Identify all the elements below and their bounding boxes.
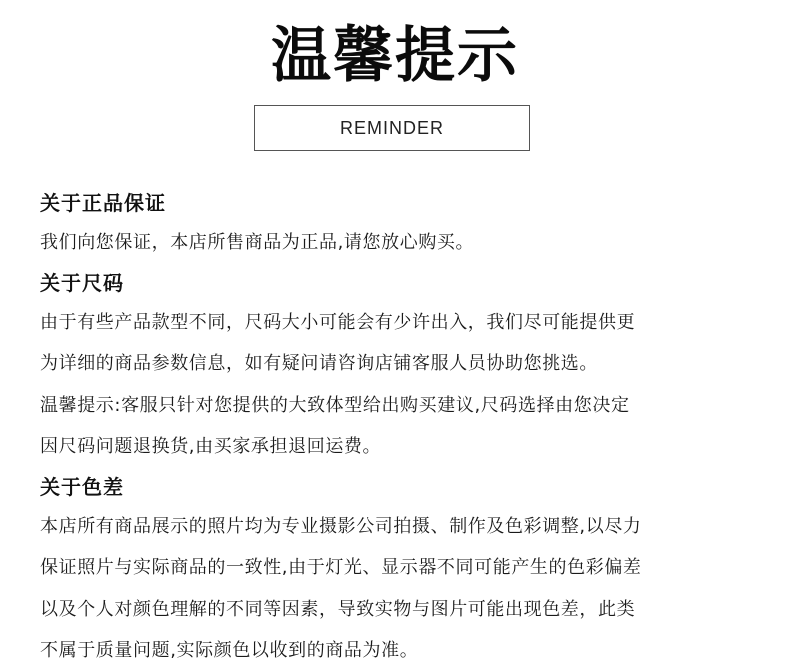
section-color-difference (40, 468, 760, 672)
reminder-label: REMINDER (339, 117, 444, 138)
size-tip-paragraph (40, 385, 760, 468)
section-title-size: 关于尺码 (40, 270, 124, 295)
paragraph-line: 我们向您保证，本店所售商品为正品,请您放心购买。 (40, 232, 475, 253)
color-difference-paragraph (40, 506, 760, 672)
paragraph-line: 温馨提示:客服只针对您提供的大致体型给出购买建议,尺码选择由您决定 (40, 394, 630, 416)
paragraph-line: 以及个人对颜色理解的不同等因素，导致实物与图片可能出现色差，此类 (40, 598, 636, 620)
page-title: 温馨提示 (271, 21, 519, 91)
paragraph-line: 因尺码问题退换货,由买家承担退回运费。 (40, 436, 382, 457)
paragraph-line: 由于有些产品款型不同，尺码大小可能会有少许出入，我们尽可能提供更 (40, 311, 636, 333)
reminder-label-box (254, 105, 530, 151)
size-paragraph (40, 302, 760, 385)
paragraph-line: 本店所有商品展示的照片均为专业摄影公司拍摄、制作及色彩调整,以尽力 (40, 515, 642, 537)
authenticity-paragraph (40, 222, 760, 264)
section-authenticity (40, 184, 760, 264)
section-title-authenticity: 关于正品保证 (40, 191, 166, 215)
notice-content (40, 184, 760, 672)
paragraph-line: 为详细的商品参数信息，如有疑问请咨询店铺客服人员协助您挑选。 (40, 353, 598, 374)
section-title-color-difference: 关于色差 (40, 474, 124, 499)
paragraph-line: 不属于质量问题,实际颜色以收到的商品为准。 (40, 640, 419, 661)
paragraph-line: 保证照片与实际商品的一致性,由于灯光、显示器不同可能产生的色彩偏差 (40, 557, 642, 578)
section-size (40, 264, 760, 468)
